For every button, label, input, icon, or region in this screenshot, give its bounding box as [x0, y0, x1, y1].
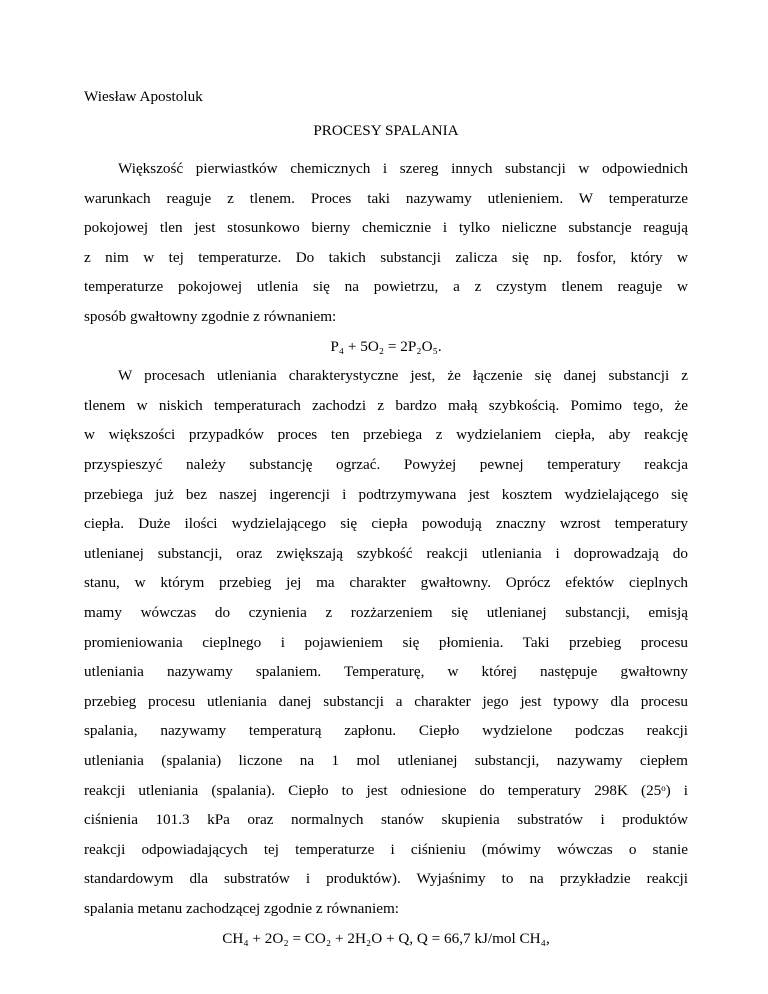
text-line: Większość pierwiastków chemicznych i szereg innych substancji w odpowiednich — [118, 160, 688, 177]
text-line: tlenem w niskich temperaturach zachodzi z bardzo małą szybkością. Pomimo tego, że — [84, 396, 688, 414]
text-line: reakcji odpowiadających tej temperaturze i ciśnieniu (mówimy wówczas o stanie — [84, 840, 688, 858]
text-line: przebieg procesu utleniania danej substancji a charakter jego jest typowy dla procesu — [84, 692, 688, 710]
text-line: mamy wówczas do czynienia z rozżarzeniem się utlenianej substancji, emisją — [84, 604, 688, 621]
text-line: w większości przypadków proces ten przebiega z wydzielaniem ciepła, aby reakcję — [84, 426, 688, 444]
text-line: z nim w tej temperaturze. Do takich substancji zalicza się np. fosfor, który w — [84, 248, 688, 266]
text-line: przyspieszyć należy substancję ogrzać. Powyżej pewnej temperatury reakcja — [84, 456, 688, 473]
text-line: W procesach utleniania charakterystyczne jest, że łączenie się danej substancji z — [118, 367, 688, 385]
text-line: reakcji utleniania (spalania). Ciepło to jest odniesione do temperatury 298K (25ᵒ) i — [84, 781, 688, 799]
text-line: temperaturze pokojowej utlenia się na powietrzu, a z czystym tlenem reaguje w — [84, 278, 688, 296]
text-line: utleniania nazywamy spalaniem. Temperaturę, w której następuje gwałtowny — [84, 663, 688, 681]
author-name: Wiesław Apostoluk — [84, 88, 203, 105]
text-line: utleniania (spalania) liczone na 1 mol utlenianej substancji, nazywamy ciepłem — [84, 752, 688, 769]
text-line: pokojowej tlen jest stosunkowo bierny chemicznie i tylko nieliczne substancje reagują — [84, 219, 688, 237]
text-line: standardowym dla substratów i produktów). Wyjaśnimy to na przykładzie reakcji — [84, 870, 688, 888]
text-line: warunkach reaguje z tlenem. Proces taki nazywamy utlenieniem. W temperaturze — [84, 189, 688, 207]
text-line: ciśnienia 101.3 kPa oraz normalnych stanów skupienia substratów i produktów — [84, 811, 688, 829]
text-line: spalania metanu zachodzącej zgodnie z równaniem: — [84, 900, 399, 917]
equation-methane: CH₄ + 2O₂ = CO₂ + 2H₂O + Q, Q = 66,7 kJ/mol CH₄, — [222, 929, 550, 947]
equation-phosphorus: P₄ + 5O₂ = 2P₂O₅. — [330, 337, 442, 355]
text-line: promieniowania cieplnego i pojawieniem się płomienia. Taki przebieg procesu — [84, 633, 688, 651]
text-line: spalania, nazywamy temperaturą zapłonu. Ciepło wydzielone podczas reakcji — [84, 722, 688, 740]
text-line: utlenianej substancji, oraz zwiększają szybkość reakcji utleniania i doprowadzają do — [84, 544, 688, 562]
text-line: sposób gwałtowny zgodnie z równaniem: — [84, 308, 337, 325]
text-line: stanu, w którym przebieg jej ma charakter gwałtowny. Oprócz efektów cieplnych — [84, 574, 688, 592]
text-line: ciepła. Duże ilości wydzielającego się ciepła powodują znaczny wzrost temperatury — [84, 515, 688, 533]
document-title: PROCESY SPALANIA — [313, 122, 459, 139]
text-line: przebiega już bez naszej ingerencji i podtrzymywana jest kosztem wydzielającego się — [84, 485, 688, 503]
